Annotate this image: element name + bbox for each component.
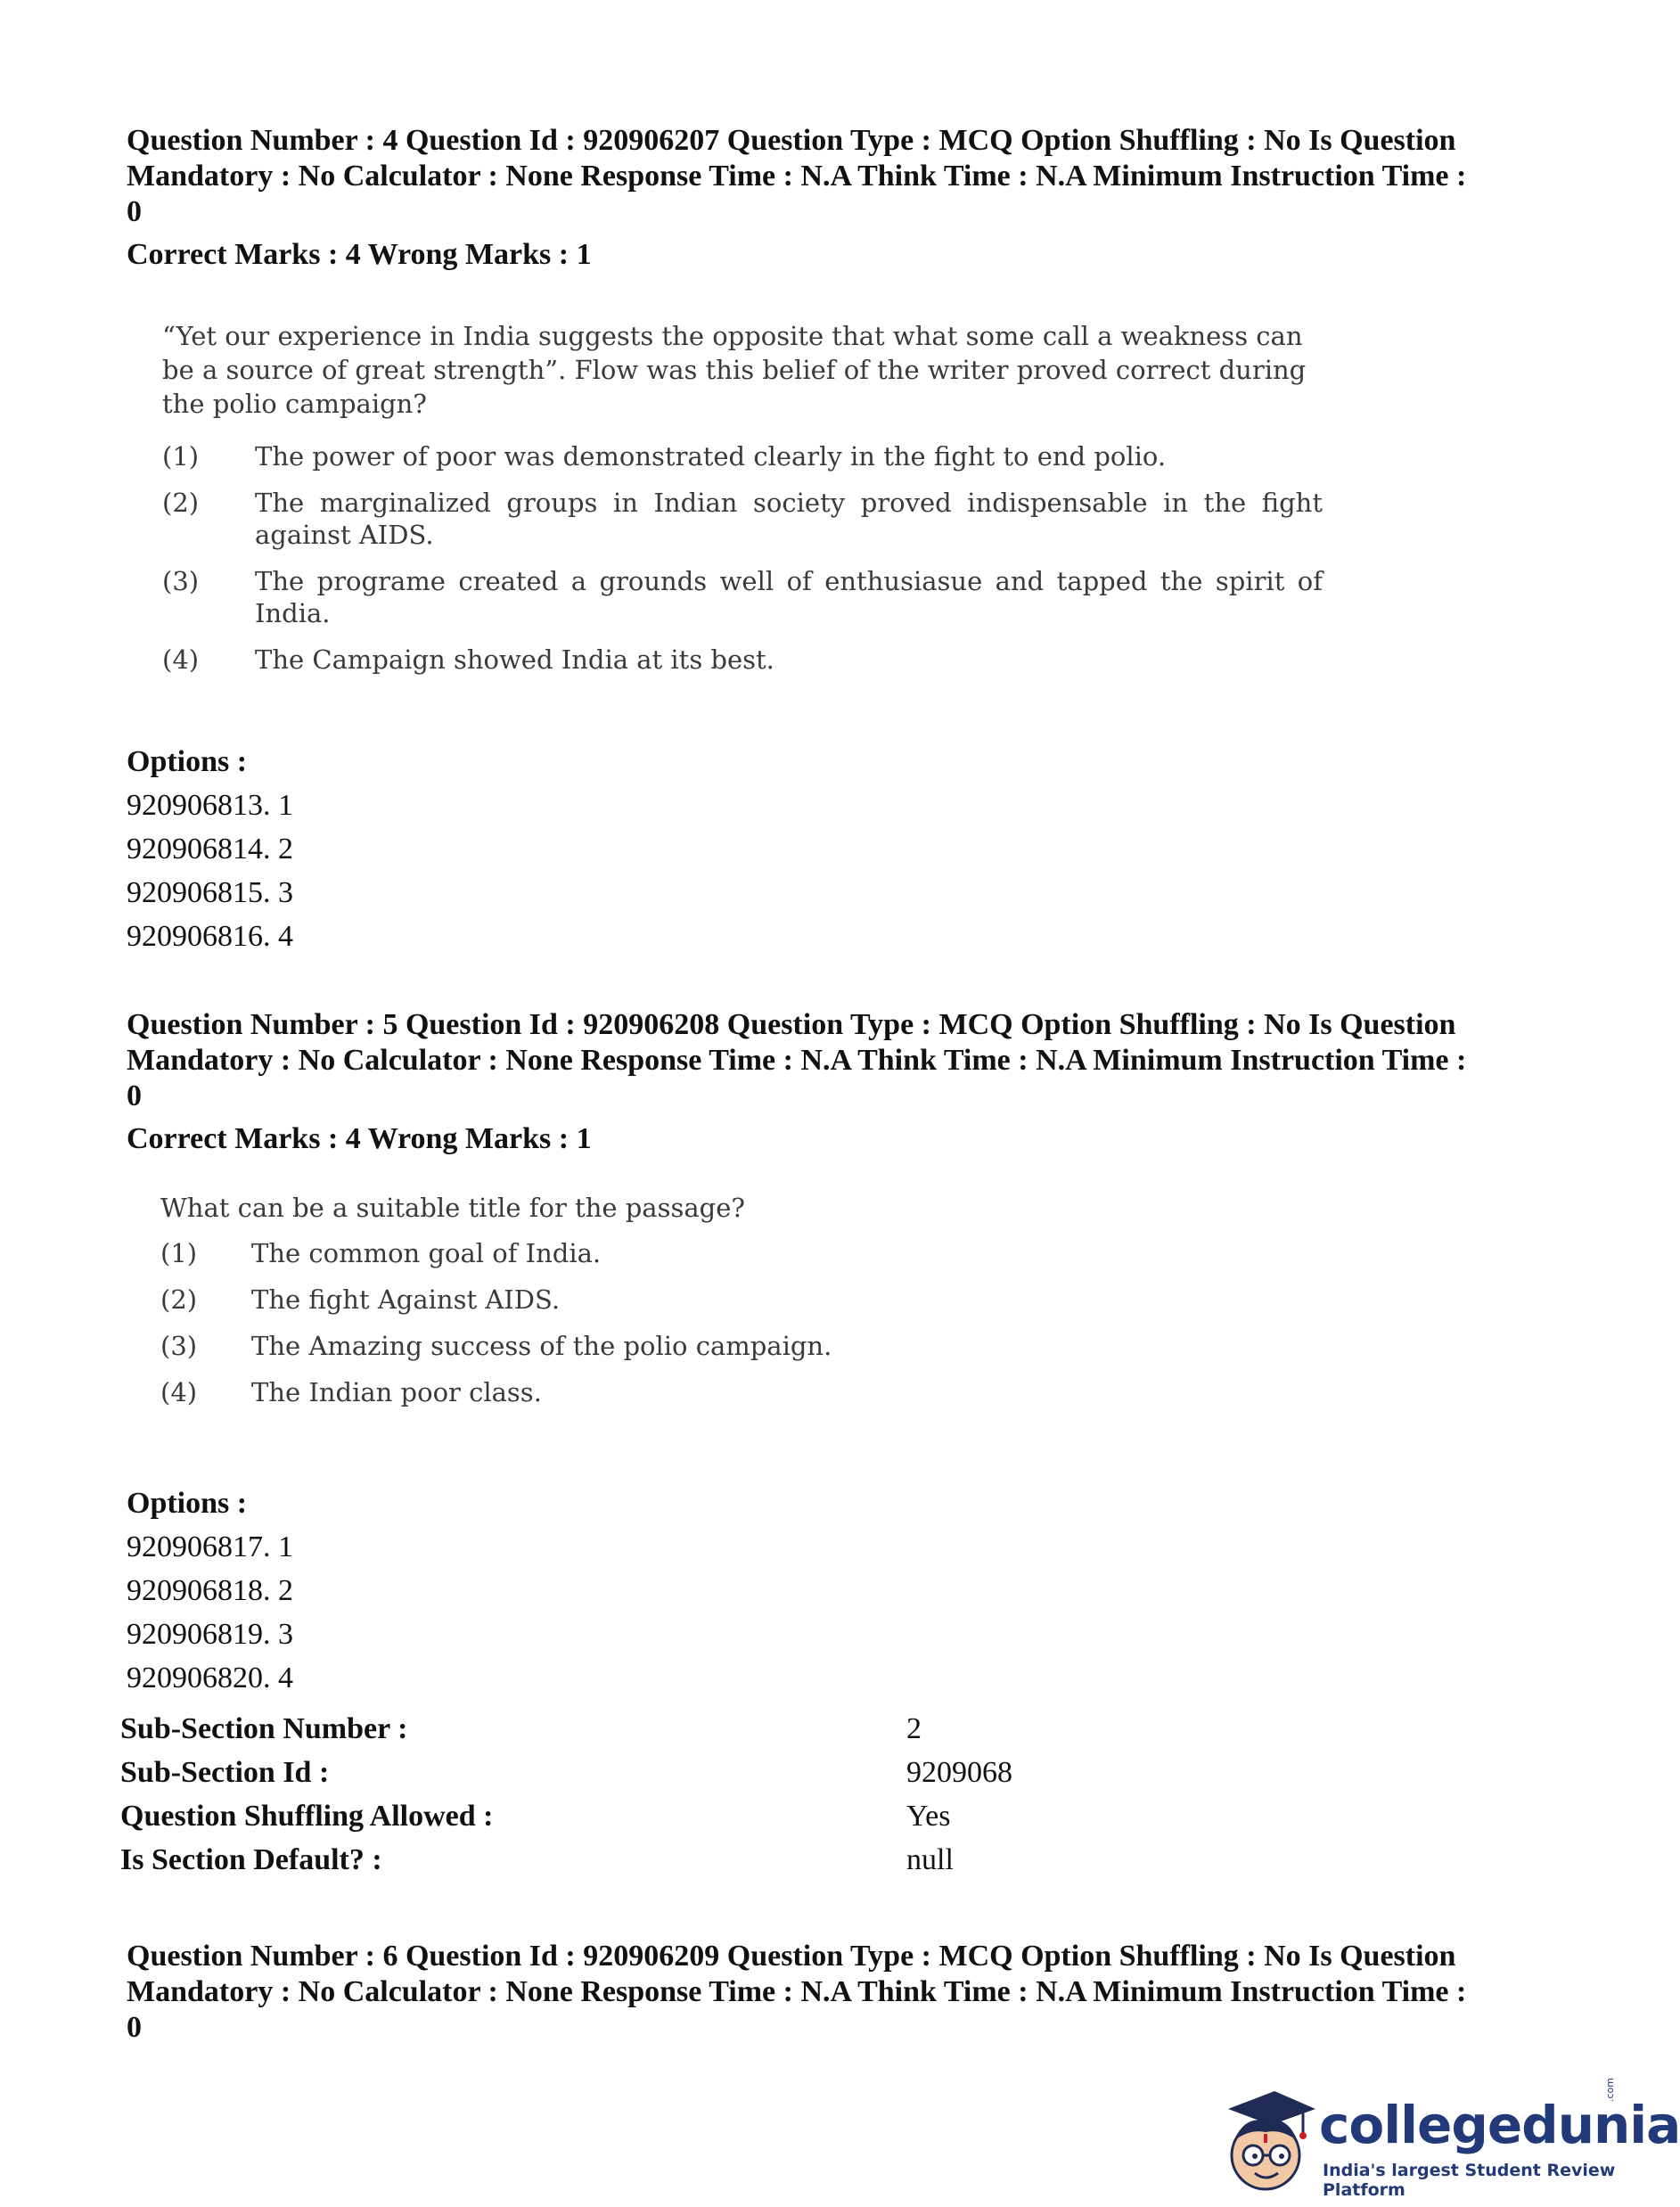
choice-text: The Campaign showed India at its best. [255, 644, 774, 675]
question-5-scanned-text [160, 1191, 1141, 1423]
brand-name: collegedunia [1319, 2095, 1680, 2155]
subsection-label: Sub-Section Id : [120, 1756, 330, 1789]
question-5-options [127, 1481, 293, 1700]
option-item: 920906813. 1 [127, 789, 293, 822]
choice-item [162, 565, 1323, 629]
question-header: Question Number : 6 Question Id : 920906209 Question Type : MCQ Option Shuffling : No Is Question Mandatory : No Calculator : None Response Time : N.A Think Time : N.A Minimum Instruction Time : 0 [127, 1940, 1467, 2044]
mascot-icon [1210, 2079, 1317, 2195]
option-item: 920906820. 4 [127, 1661, 293, 1694]
options-title: Options : [127, 1487, 248, 1520]
choice-item [160, 1237, 1141, 1269]
subsection-label: Is Section Default? : [120, 1843, 382, 1876]
question-marks: Correct Marks : 4 Wrong Marks : 1 [127, 238, 592, 271]
option-item: 920906816. 4 [127, 920, 293, 953]
subsection-row [120, 1794, 1101, 1838]
question-header: Question Number : 5 Question Id : 920906208 Question Type : MCQ Option Shuffling : No Is Question Mandatory : No Calculator : None Response Time : N.A Think Time : N.A Minimum Instruction Time : 0 [127, 1008, 1467, 1112]
option-item: 920906817. 1 [127, 1530, 293, 1563]
choice-number: (4) [160, 1377, 198, 1407]
question-stem: “Yet our experience in India suggests the opposite that what some call a weakness can be a source of great strength”. Flow was this belief of the writer proved correct during the polio campaign? [162, 321, 1307, 419]
subsection-info [120, 1707, 1101, 1882]
choice-number: (1) [162, 441, 200, 472]
choice-item [160, 1330, 1141, 1362]
question-4-options [127, 740, 293, 958]
question-6-block [127, 1939, 1481, 2046]
brand-tagline: India's largest Student Review Platform [1323, 2161, 1616, 2200]
choice-number: (1) [160, 1238, 198, 1268]
choice-text: The programe created a grounds well of enthusiasue and tapped the spirit of India. [255, 566, 1323, 628]
subsection-value: null [906, 1843, 954, 1876]
choice-text: The fight Against AIDS. [251, 1284, 561, 1315]
choice-text: The common goal of India. [251, 1238, 602, 1268]
choice-item [162, 644, 1323, 676]
choice-text: The power of poor was demonstrated clearly in the fight to end polio. [255, 441, 1167, 472]
question-5-block [127, 1007, 1481, 1157]
subsection-row [120, 1838, 1101, 1882]
subsection-row [120, 1751, 1101, 1794]
collegedunia-logo [1210, 2078, 1680, 2200]
choice-item [162, 440, 1323, 472]
options-title: Options : [127, 745, 248, 778]
choice-item [162, 487, 1323, 551]
subsection-value: Yes [906, 1800, 951, 1833]
subsection-value: 2 [906, 1712, 922, 1745]
choice-text: The Amazing success of the polio campaign. [251, 1331, 832, 1361]
option-item: 920906814. 2 [127, 833, 293, 866]
option-item: 920906818. 2 [127, 1574, 293, 1607]
question-4-block [127, 123, 1481, 273]
option-item: 920906815. 3 [127, 876, 293, 909]
choice-number: (2) [160, 1284, 198, 1315]
subsection-label: Question Shuffling Allowed : [120, 1800, 494, 1833]
choice-item [160, 1376, 1141, 1408]
choice-text: The marginalized groups in Indian society proved indispensable in the fight against AIDS. [255, 488, 1323, 550]
subsection-value: 9209068 [906, 1756, 1012, 1789]
option-item: 920906819. 3 [127, 1618, 293, 1651]
question-stem: What can be a suitable title for the passage? [160, 1193, 745, 1223]
choice-number: (2) [162, 488, 200, 518]
subsection-label: Sub-Section Number : [120, 1712, 408, 1745]
question-header: Question Number : 4 Question Id : 920906207 Question Type : MCQ Option Shuffling : No Is Question Mandatory : No Calculator : None Response Time : N.A Think Time : N.A Minimum Instruction Time : 0 [127, 124, 1467, 228]
choice-number: (4) [162, 644, 200, 675]
choice-number: (3) [162, 566, 200, 596]
subsection-row [120, 1707, 1101, 1751]
question-marks: Correct Marks : 4 Wrong Marks : 1 [127, 1122, 592, 1155]
choice-text: The Indian poor class. [251, 1377, 542, 1407]
choice-number: (3) [160, 1331, 198, 1361]
brand-dotcom: .com [1604, 2078, 1616, 2102]
choice-item [160, 1284, 1141, 1316]
question-4-scanned-text [162, 319, 1323, 690]
